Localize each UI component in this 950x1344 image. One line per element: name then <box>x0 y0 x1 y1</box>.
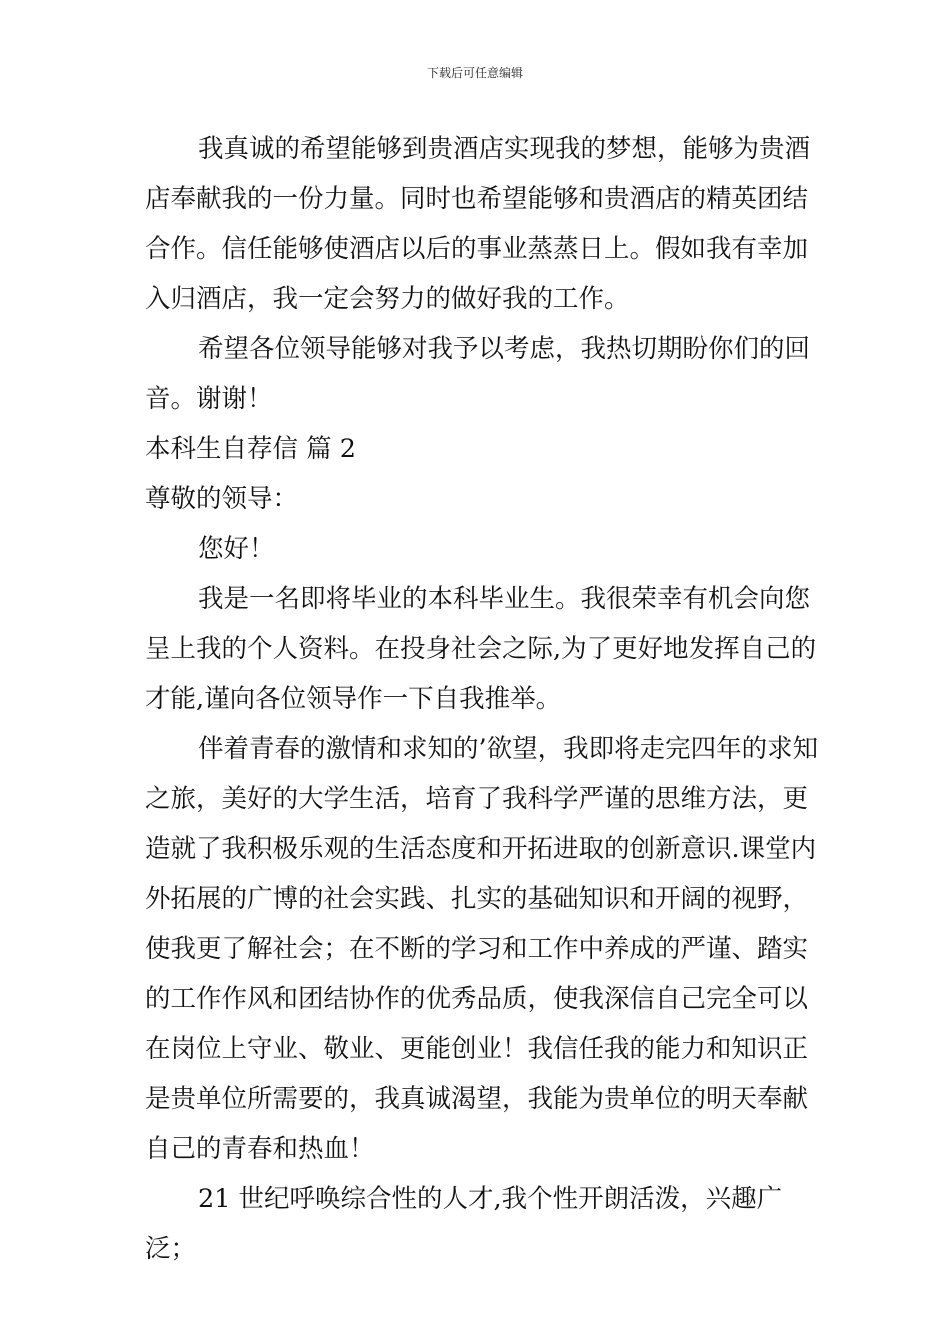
paragraph-university-experience: 伴着青春的激情和求知的’欲望，我即将走完四年的求知之旅，美好的大学生活，培育了我科学严谨的思维方法，更造就了我积极乐观的生活态度和开拓进取的创新意识.课堂内外拓展的广博的社会实践、扎实的基础知识和开阔的视野，使我更了解社会；在不断的学习和工作中养成的严谨、踏实的工作作风和团结协作的优秀品质，使我深信自己完全可以在岗位上守业、敬业、更能创业！我信任我的能力和知识正是贵单位所需要的，我真诚渴望，我能为贵单位的明天奉献自己的青春和热血！ <box>145 734 819 1164</box>
paragraph-hotel-hope: 我真诚的希望能够到贵酒店实现我的梦想，能够为贵酒店奉献我的一份力量。同时也希望能够和贵酒店的精英团结合作。信任能够使酒店以后的事业蒸蒸日上。假如我有幸加入归酒店，我一定会努力的做好我的工作。 <box>145 134 811 314</box>
salutation: 尊敬的领导： <box>145 484 299 514</box>
section-heading: 本科生自荐信 篇 2 <box>145 434 356 464</box>
greeting: 您好！ <box>198 534 275 564</box>
paragraph-closing-thanks: 希望各位领导能够对我予以考虑，我热切期盼你们的回音。谢谢！ <box>145 334 811 414</box>
letter-body <box>145 124 825 1274</box>
paragraph-personality: 21 世纪呼唤综合性的人才,我个性开朗活泼，兴趣广泛； <box>145 1184 783 1264</box>
page-header: 下载后可任意编辑 <box>426 66 523 80</box>
paragraph-introduction: 我是一名即将毕业的本科毕业生。我很荣幸有机会向您呈上我的个人资料。在投身社会之际,为了更好地发挥自己的才能,谨向各位领导作一下自我推举。 <box>145 584 817 714</box>
